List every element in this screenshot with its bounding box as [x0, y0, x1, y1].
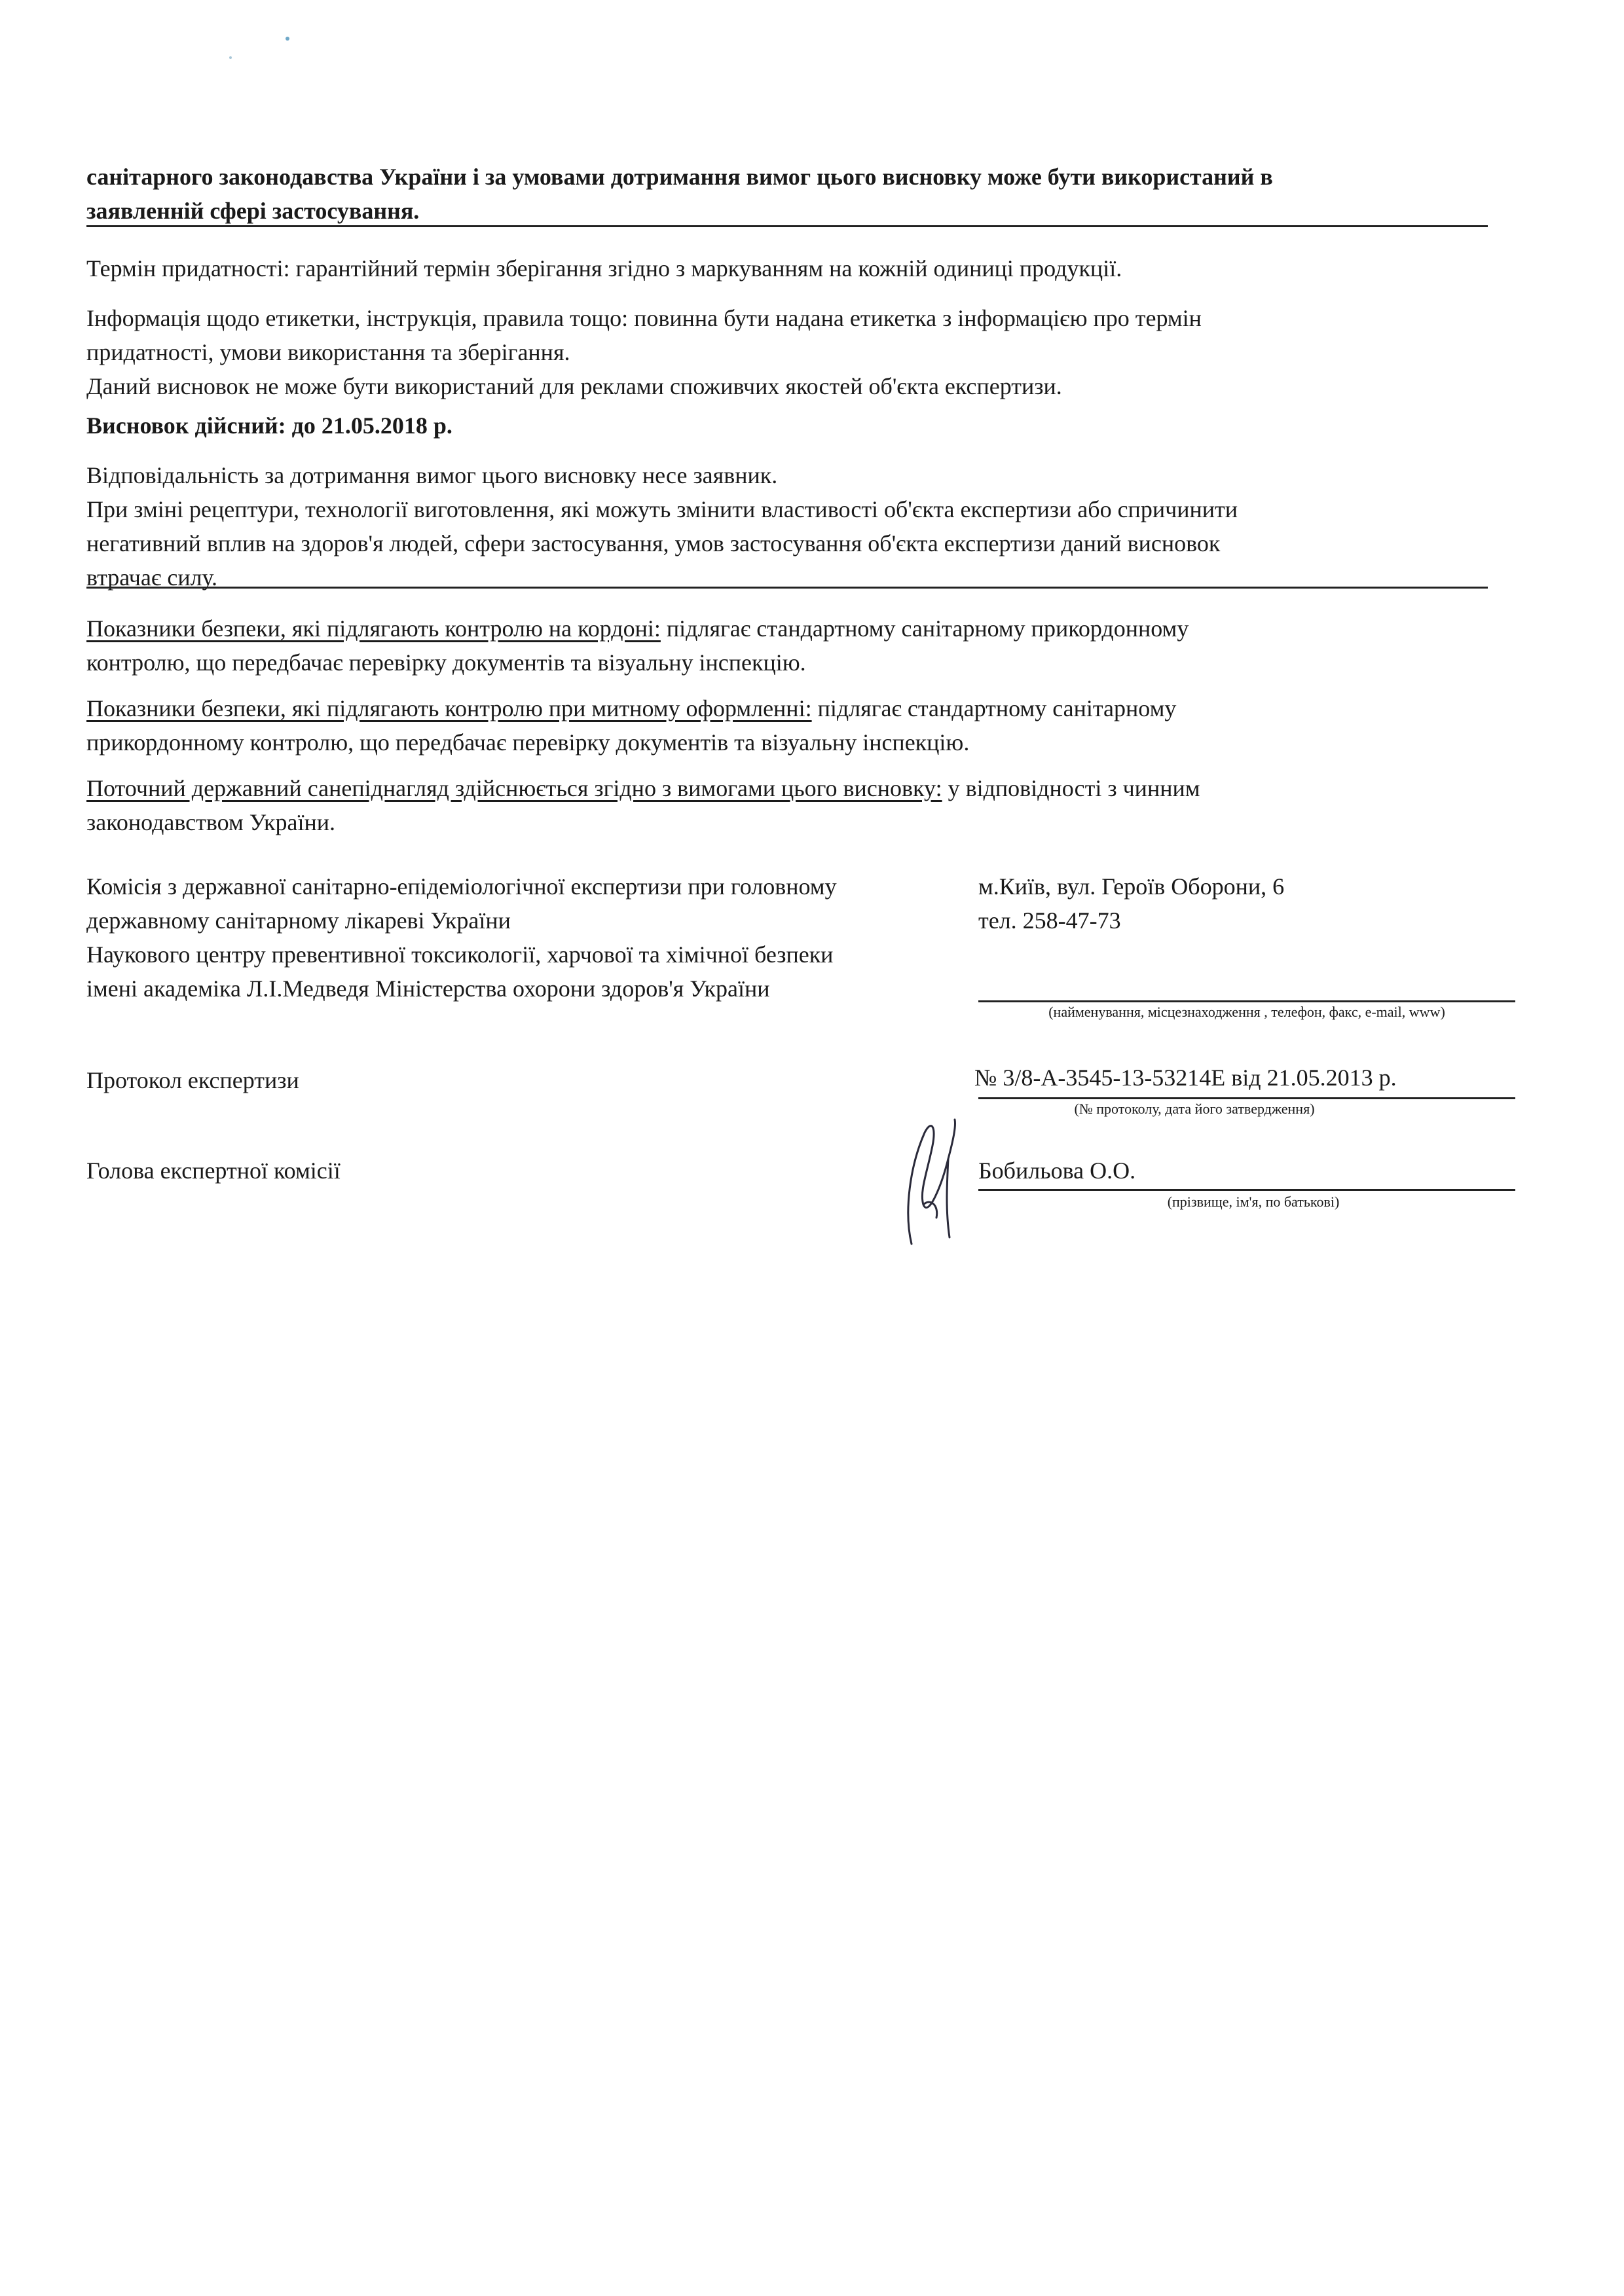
responsibility-paragraph: Відповідальність за дотримання вимог цього висновку несе заявник. При зміні рецептури, технології виготовлення, які можуть змінити властивості об'єкта експертизи або спричинити негативний вплив на здоров'я людей, сфери застосування, умов застосування об'єкта експертизи даний висновок втрачає силу. [86, 462, 1238, 591]
customs-control-heading: Показники безпеки, які підлягають контролю при митному оформленні: [86, 695, 812, 721]
intro-paragraph: санітарного законодавства України і за умовами дотримання вимог цього висновку може бути використаний в заявленній сфері застосування. [86, 164, 1273, 224]
protocol-field-line [978, 1097, 1515, 1099]
shelf-life-paragraph: Термін придатності: гарантійний термін зберігання згідно з маркуванням на кожній одиниці продукції. [86, 255, 1122, 282]
divider [86, 587, 1488, 589]
chair-label: Голова експертної комісії [86, 1157, 341, 1184]
supervision-heading: Поточний державний санепіднагляд здійснюється згідно з вимогами цього висновку: [86, 775, 942, 801]
protocol-number: № 3/8-А-3545-13-53214Е від 21.05.2013 р. [974, 1065, 1397, 1091]
supervision-paragraph: Поточний державний санепіднагляд здійснюється згідно з вимогами цього висновку: у відповідності з чинним законодавством України. [86, 775, 1200, 835]
divider [86, 225, 1488, 227]
customs-control-paragraph: Показники безпеки, які підлягають контролю при митному оформленні: підлягає стандартному санітарному прикордонному контролю, що передбачає перевірку документів та візуальну інспекцію. [86, 695, 1177, 756]
chair-field-line [978, 1189, 1515, 1191]
address-field-line [978, 1000, 1515, 1002]
validity-statement: Висновок дійсний: до 21.05.2018 р. [86, 412, 452, 439]
commission-name: Комісія з державної санітарно-епідеміологічної експертизи при головному державному санітарному лікареві України Наукового центру превентивної токсикології, харчової та хімічної безпеки імені академіка Л.І.Медведя Міністерства охорони здоров'я України [86, 873, 837, 1002]
address-caption: (найменування, місцезнаходження , телефон, факс, e-mail, www) [1048, 1004, 1445, 1020]
protocol-label: Протокол експертизи [86, 1067, 299, 1093]
border-control-paragraph: Показники безпеки, які підлягають контролю на кордоні: підлягає стандартному санітарному прикордонному контролю, що передбачає перевірку документів та візуальну інспекцію. [86, 615, 1189, 676]
border-control-heading: Показники безпеки, які підлягають контролю на кордоні: [86, 615, 661, 642]
chair-name: Бобильова О.О. [978, 1157, 1136, 1184]
scan-speck [286, 37, 289, 41]
commission-address: м.Київ, вул. Героїв Оборони, 6 тел. 258-47-73 [978, 873, 1285, 934]
chair-caption: (прізвище, ім'я, по батькові) [1167, 1194, 1340, 1210]
protocol-caption: (№ протоколу, дата його затвердження) [1074, 1101, 1315, 1117]
signature-image [877, 1106, 982, 1250]
label-info-paragraph: Інформація щодо етикетки, інструкція, правила тощо: повинна бути надана етикетка з інформацією про термін придатності, умови використання та зберігання. Даний висновок не може бути використаний для реклами споживчих якостей об'єкта експертизи. [86, 305, 1202, 399]
scan-speck [229, 56, 232, 59]
